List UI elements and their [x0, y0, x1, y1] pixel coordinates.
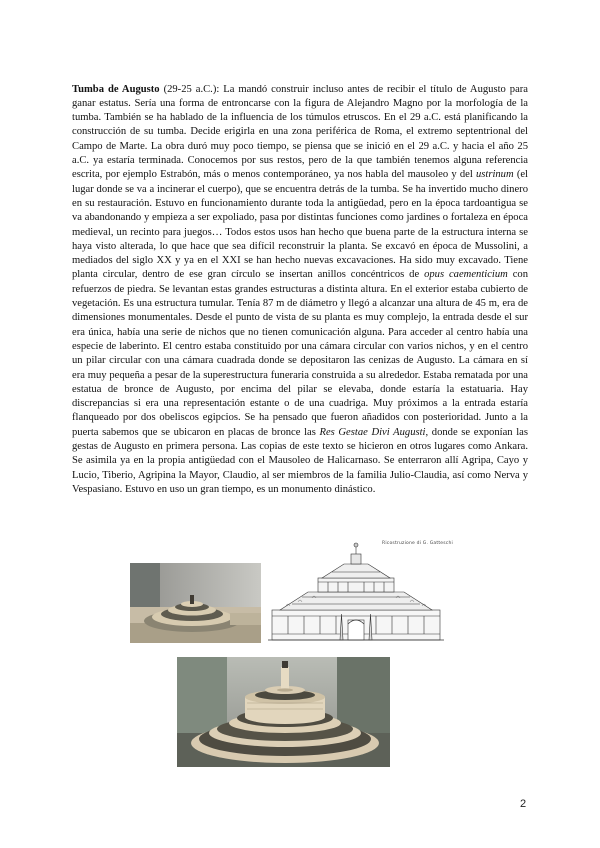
term-ustrinum: ustrinum — [475, 169, 514, 181]
mausoleum-model-photo-bottom — [177, 657, 390, 767]
body-paragraph — [72, 83, 528, 498]
reconstruction-drawing — [268, 540, 444, 648]
page-number: 2 — [520, 798, 527, 810]
paragraph-text-4: , donde se exponían las gestas de Augusto en primera persona. Las copias de este texto se hicieron en otros lugares como Ankara. Se asimila ya en la propia antigüedad con el Mausoleo de Halicarnaso. Se enterraron allí Agripa, Cayo y Lucio, Tiberio, Agripina la Mayor, Claudio, al ser miembros de la familia Julio-Claudia, así como Nerva y Vespasiano. Estuvo en uso un gran tiempo, es un monumento dinástico. — [72, 426, 528, 495]
section-title: Tumba de Augusto — [72, 83, 160, 95]
paragraph-text-2: (el lugar donde se va a incinerar el cuerpo), que se encuentra detrás de la tumba. Se ha invertido mucho dinero en su restauración. Estuvo en funcionamiento durante toda la antigüedad, pero en la época tardoantigua se va abandonando y empieza a ser expoliado, pasa por distintas funciones como jardines o fortaleza en época medieval, un recinto para juegos… Todos estos usos han hecho que buena parte de la estructura interna se haya visto alterada, lo que hace que sea difícil reconstruir la planta. Se excavó en época de Mussolini, a mediados del siglo XX y ya en el XXI se han hecho nuevas excavaciones. Ha sido muy excavado. Tiene planta circular, dentro de ese gran círculo se insertan anillos concéntricos de — [72, 169, 528, 281]
paragraph-text-1: (29-25 a.C.): La mandó construir incluso antes de recibir el título de Augusto para ganar estatus. Sería una forma de entroncarse con la figura de Alejandro Magno por la morfología de la tumba. También se ha hablado de la influencia de los túmulos etruscos. En el 29 a.C. está planificando la construcción de su tumba. Decide erigirla en una zona periférica de Roma, el extremo septentrional del Campo de Marte. La obra duró muy poco tiempo, se piensa que se inició en el 29 a.C. y hacia el año 25 a.C. ya estaría terminada. Conocemos por sus restos, pero de la que también tenemos alguna referencia escrita, por ejemplo Estrabón, más o menos contemporáneo, ya nos habla del mausoleo y del — [72, 83, 529, 181]
drawing-caption: Ricostruzione di G. Gatteschi — [382, 541, 453, 546]
mausoleum-model-photo-top — [130, 563, 261, 643]
term-res-gestae: Res Gestae Divi Augusti — [319, 426, 426, 438]
paragraph-text-3: con refuerzos de piedra. Se levantan estas grandes estructuras a distinta altura. En el exterior estaba cubierto de vegetación. Es una estructura tumular. Tenía 87 m de diámetro y llegó a alcanzar una altura de 45 m, era de dimensiones monumentales. Desde el punto de vista de su planta es muy complejo, la entrada desde el sur era única, había una serie de nichos que no tienen comunicación alguna. Para acceder al centro había una especie de laberinto. El centro estaba constituido por una cámara circular con varios nichos, y en el centro un pilar circular con una cámara cuadrada donde se depositaron las cenizas de Augusto. La cámara en sí era muy pequeña a pesar de la superestructura funeraria construida a su alrededor. Estaba rematada por una estatua de bronce de Augusto, por encima del pilar se elevaba, donde estaría la estatuaria. Hay discrepancias si era una representación estante o de una cuadriga. Muy próximos a la entrada estaría flanqueado por dos obeliscos egipcios. Se ha pensado que fueron añadidos con posterioridad. Junto a la puerta sabemos que se ubicaron en placas de bronce las — [72, 269, 528, 438]
term-opus-caementicium: opus caementicium — [424, 269, 508, 281]
